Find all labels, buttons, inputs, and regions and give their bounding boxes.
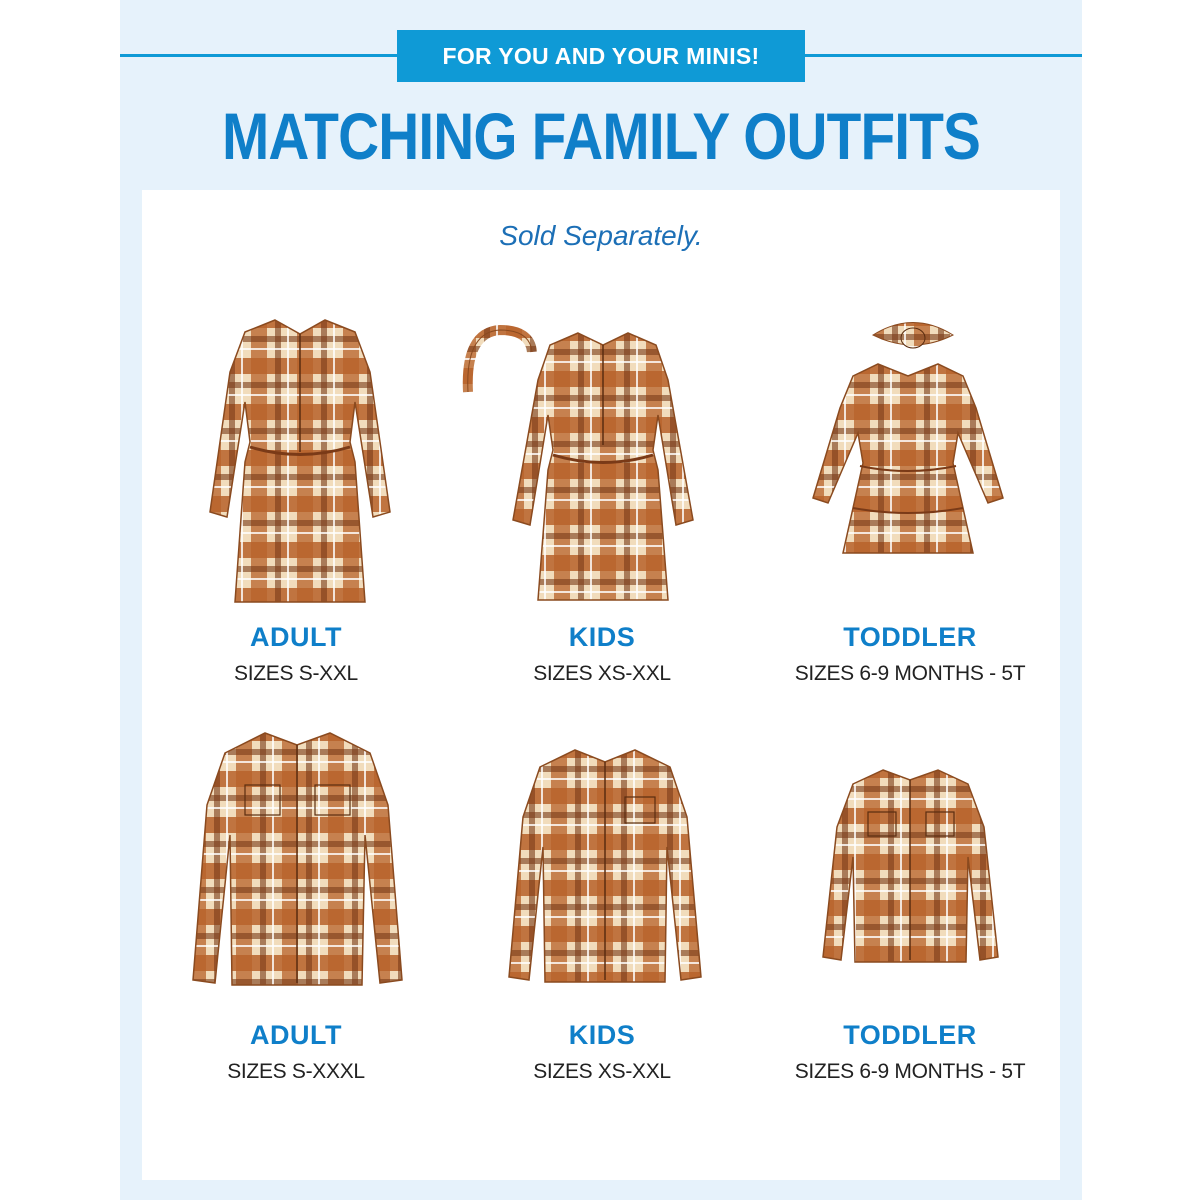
toddler-shirt-label: TODDLER xyxy=(843,1020,977,1050)
page-title: MATCHING FAMILY OUTFITS xyxy=(221,99,981,173)
kids-shirt-label: KIDS xyxy=(568,1020,636,1050)
kids-shirt-image xyxy=(505,742,705,992)
subtitle: Sold Separately. xyxy=(499,220,703,251)
toddler-dress-image xyxy=(808,358,1008,558)
kids-dress-label: KIDS xyxy=(568,622,636,652)
adult-shirt-sizes: SIZES S-XXXL xyxy=(227,1060,365,1083)
adult-dress-image xyxy=(205,312,395,612)
kids-shirt-sizes: SIZES XS-XXL xyxy=(533,1060,671,1083)
adult-shirt-label: ADULT xyxy=(250,1020,342,1050)
toddler-headband-image xyxy=(868,310,958,355)
toddler-shirt-sizes: SIZES 6-9 MONTHS - 5T xyxy=(794,1060,1026,1083)
toddler-dress-label: TODDLER xyxy=(843,622,977,652)
toddler-dress-sizes: SIZES 6-9 MONTHS - 5T xyxy=(794,662,1026,685)
toddler-shirt-image xyxy=(818,762,1003,972)
adult-dress-label: ADULT xyxy=(250,622,342,652)
adult-dress-sizes: SIZES S-XXL xyxy=(234,662,358,685)
tagline-badge: FOR YOU AND YOUR MINIS! xyxy=(397,30,805,82)
adult-shirt-image xyxy=(190,725,405,995)
kids-dress-image xyxy=(508,325,698,610)
kids-dress-sizes: SIZES XS-XXL xyxy=(533,662,671,685)
